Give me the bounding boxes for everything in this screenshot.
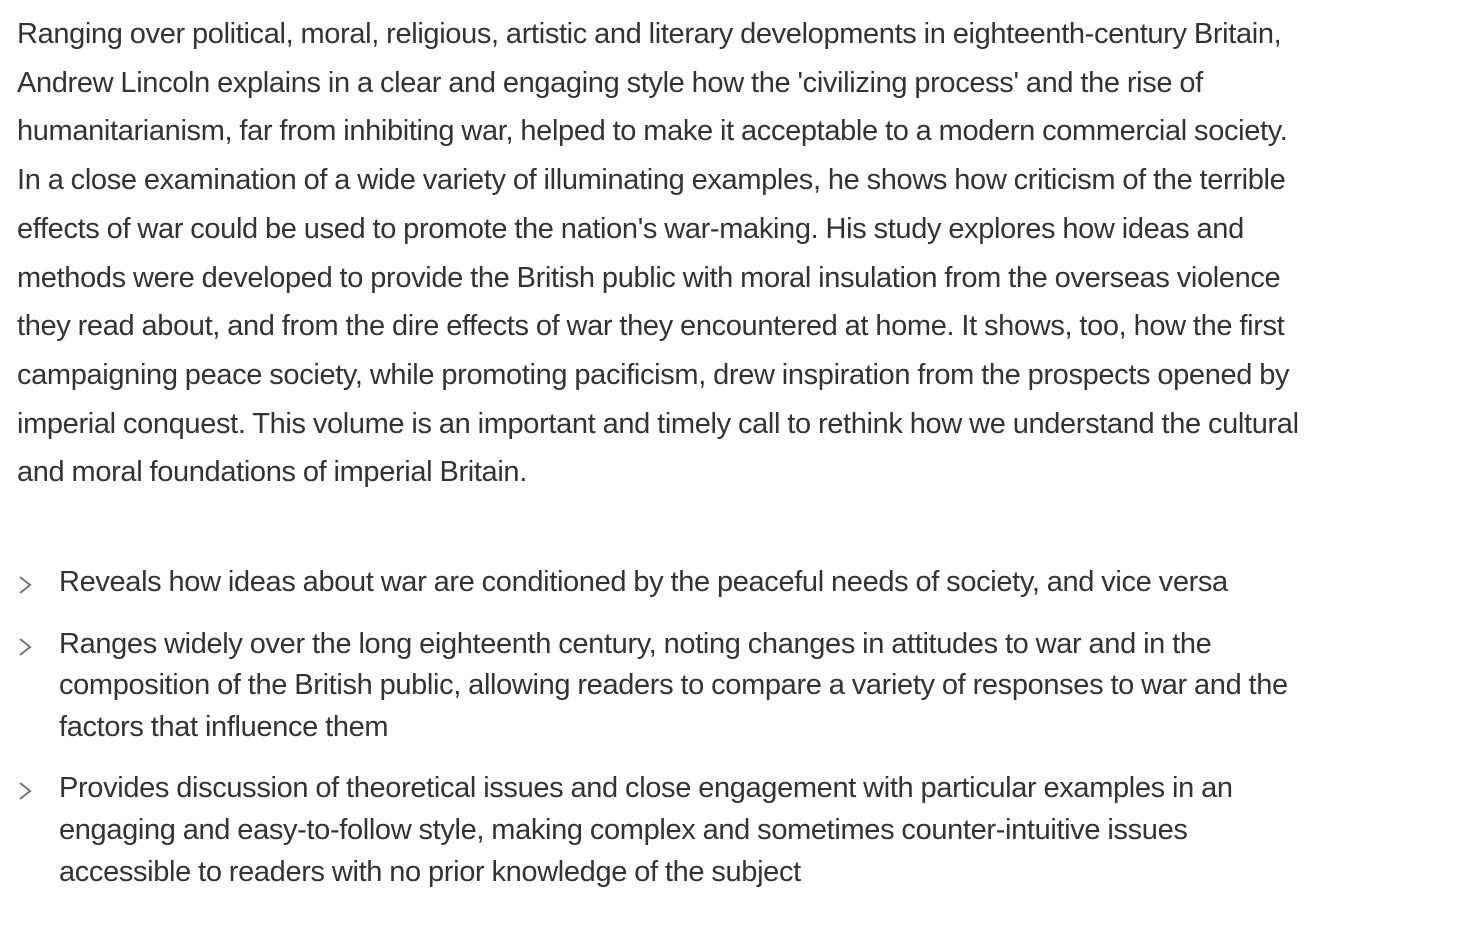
feature-text (59, 562, 1437, 604)
description-paragraph (17, 10, 1437, 497)
description-line: methods were developed to provide the British public with moral insulation from the overseas violence (17, 261, 1281, 294)
feature-item (17, 768, 1437, 893)
feature-text (59, 624, 1437, 749)
feature-line: composition of the British public, allowing readers to compare a variety of responses to war and the (59, 669, 1288, 702)
description-line: Andrew Lincoln explains in a clear and engaging style how the 'civilizing process' and the rise of (17, 66, 1203, 99)
description-line: they read about, and from the dire effects of war they encountered at home. It shows, too, how the first (17, 310, 1285, 343)
book-description-section (17, 10, 1437, 888)
description-line: humanitarianism, far from inhibiting war, helped to make it acceptable to a modern commercial society. (17, 115, 1288, 148)
chevron-right-icon (17, 781, 33, 801)
description-line: and moral foundations of imperial Britain. (17, 456, 527, 489)
feature-text (59, 768, 1437, 893)
description-line: Ranging over political, moral, religious, artistic and literary developments in eighteenth-century Britain, (17, 18, 1282, 50)
feature-line: engaging and easy-to-follow style, making complex and sometimes counter-intuitive issues (59, 813, 1188, 846)
feature-line: accessible to readers with no prior knowledge of the subject (59, 855, 801, 888)
feature-line: factors that influence them (59, 710, 389, 743)
chevron-right-icon (17, 575, 33, 595)
feature-line: Ranges widely over the long eighteenth century, noting changes in attitudes to war and in the (59, 627, 1212, 660)
description-line: effects of war could be used to promote the nation's war-making. His study explores how ideas and (17, 212, 1244, 245)
description-line: In a close examination of a wide variety of illuminating examples, he shows how criticism of the terrible (17, 164, 1286, 197)
features-list (17, 562, 1437, 913)
feature-line: Reveals how ideas about war are conditioned by the peaceful needs of society, and vice versa (59, 566, 1228, 598)
feature-line: Provides discussion of theoretical issues and close engagement with particular examples in an (59, 772, 1233, 805)
feature-item (17, 624, 1437, 749)
description-line: campaigning peace society, while promoting pacificism, drew inspiration from the prospects opened by (17, 358, 1290, 391)
description-line: imperial conquest. This volume is an important and timely call to rethink how we understand the cultural (17, 407, 1299, 440)
feature-item (17, 562, 1437, 604)
chevron-right-icon (17, 637, 33, 657)
